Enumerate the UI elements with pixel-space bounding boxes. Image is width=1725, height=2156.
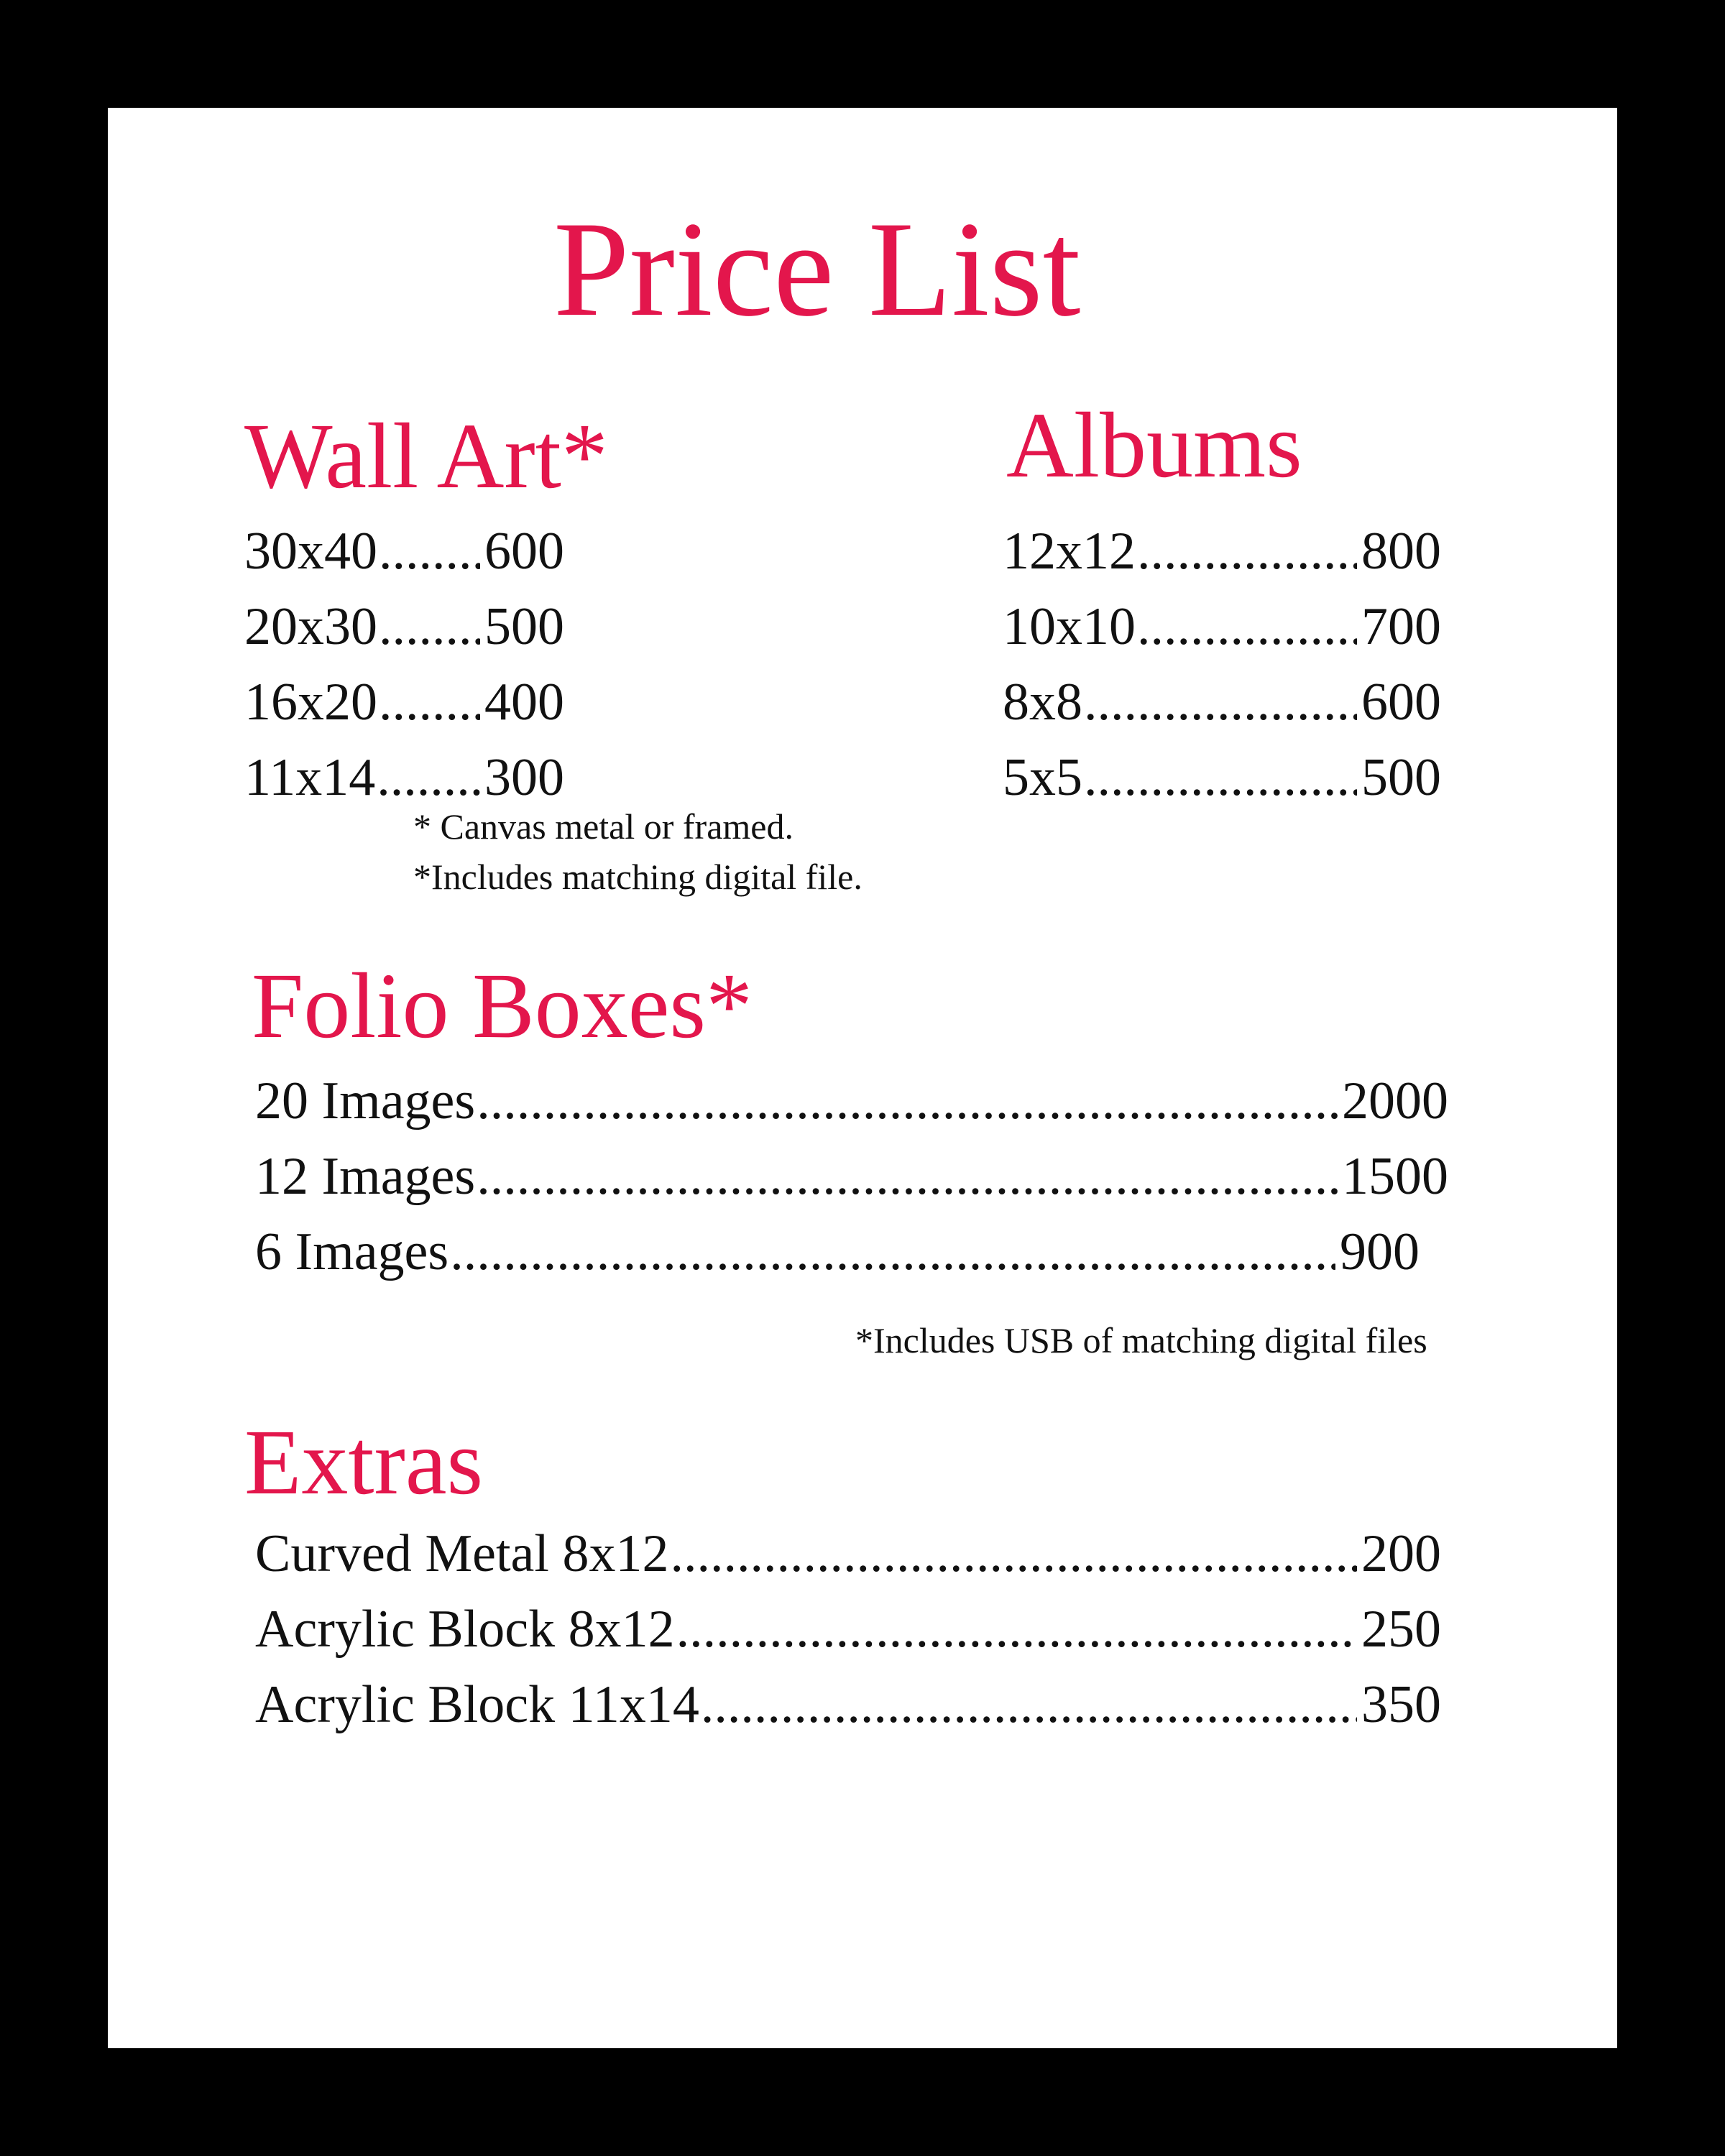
album-size: 10x10: [1003, 597, 1136, 656]
wall-art-note: *Includes matching digital file.: [413, 857, 862, 897]
price-list-sheet: [108, 108, 1617, 2048]
extras-row: [255, 1600, 1441, 1660]
dot-leader: [379, 676, 480, 729]
albums-row: [1003, 673, 1441, 733]
dot-leader: [379, 525, 480, 578]
extra-price: 350: [1361, 1675, 1441, 1734]
dot-leader: [379, 600, 480, 653]
dot-leader: [670, 1527, 1357, 1580]
dot-leader: [1084, 676, 1357, 729]
wall-art-row: [244, 597, 564, 658]
albums-row: [1003, 748, 1441, 808]
album-size: 8x8: [1003, 673, 1082, 732]
extra-label: Acrylic Block 11x14: [255, 1675, 699, 1734]
wall-art-size: 16x20: [244, 673, 377, 732]
extra-label: Acrylic Block 8x12: [255, 1600, 675, 1659]
folio-box-label: 6 Images: [255, 1222, 449, 1281]
dot-leader: [450, 1225, 1335, 1279]
album-size: 5x5: [1003, 748, 1082, 807]
wall-art-size: 20x30: [244, 597, 377, 656]
wall-art-price: 400: [484, 673, 564, 732]
wall-art-heading: Wall Art*: [244, 405, 608, 508]
folio-box-price: 1500: [1342, 1147, 1448, 1206]
folio-boxes-row: [255, 1147, 1448, 1207]
wall-art-price: 300: [484, 748, 564, 807]
dot-leader: [676, 1603, 1357, 1656]
albums-row: [1003, 597, 1441, 658]
folio-boxes-row: [255, 1222, 1420, 1283]
wall-art-price: 500: [484, 597, 564, 656]
dot-leader: [1084, 751, 1357, 804]
album-size: 12x12: [1003, 522, 1136, 581]
extra-label: Curved Metal 8x12: [255, 1524, 669, 1583]
dot-leader: [701, 1678, 1357, 1731]
album-price: 700: [1361, 597, 1441, 656]
folio-boxes-heading: Folio Boxes*: [252, 954, 753, 1058]
wall-art-price: 600: [484, 522, 564, 581]
dot-leader: [1137, 525, 1357, 578]
folio-boxes-note: *Includes USB of matching digital files: [855, 1320, 1427, 1360]
wall-art-note: * Canvas metal or framed.: [413, 806, 794, 847]
extras-row: [255, 1524, 1441, 1585]
wall-art-size: 11x14: [244, 748, 376, 807]
extra-price: 250: [1361, 1600, 1441, 1659]
album-price: 800: [1361, 522, 1441, 581]
folio-box-label: 12 Images: [255, 1147, 476, 1206]
album-price: 500: [1361, 748, 1441, 807]
wall-art-row: [244, 522, 564, 582]
wall-art-row: [244, 673, 564, 733]
folio-box-price: 900: [1340, 1222, 1420, 1281]
album-price: 600: [1361, 673, 1441, 732]
albums-heading: Albums: [1006, 394, 1302, 497]
extras-heading: Extras: [244, 1411, 484, 1514]
folio-boxes-row: [255, 1074, 1448, 1132]
dot-leader: [1137, 600, 1357, 653]
folio-box-label: 20 Images: [255, 1072, 476, 1130]
dot-leader: [377, 751, 480, 804]
folio-box-price: 2000: [1342, 1072, 1448, 1130]
page-title: Price List: [553, 194, 1081, 345]
dot-leader: [477, 1074, 1338, 1128]
wall-art-row: [244, 748, 564, 808]
albums-row: [1003, 522, 1441, 582]
extra-price: 200: [1361, 1524, 1441, 1583]
dot-leader: [477, 1150, 1338, 1203]
extras-row: [255, 1675, 1441, 1736]
wall-art-size: 30x40: [244, 522, 377, 581]
